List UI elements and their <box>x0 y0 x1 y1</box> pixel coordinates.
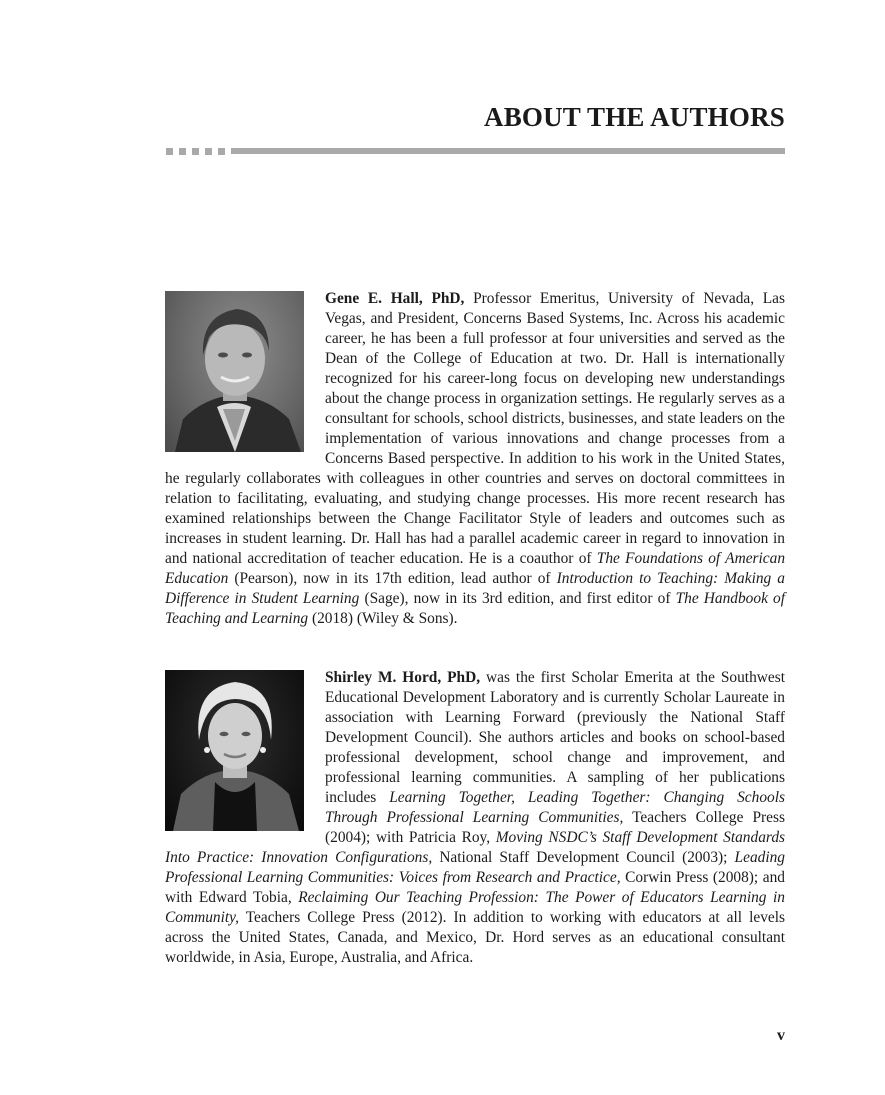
book-title: The Foundations of American Education <box>165 550 786 587</box>
author-photo-hall <box>165 291 304 452</box>
heading-rule-bar <box>231 148 785 154</box>
author-name-hord: Shirley M. Hord, PhD, <box>325 669 481 686</box>
book-title: , Reclaiming Our Teaching Profession: The Power of Educators Learning in Community, <box>165 889 786 926</box>
book-title: The Handbook of Teaching and Learning <box>165 590 786 627</box>
bio-text: Professor Emeritus, University of Nevada, Las Vegas, and President, Concerns Based Systems, Inc. Across his academic career, he has been a full professor at four universities and served as the Dean of the College of Education at two. Dr. Hall is internationally recognized for his career-long focus on developing new understandings about the change process in organization settings. He regularly serves as a consultant for schools, school districts, businesses, and state leaders on the implementation of various innovations and change processes from a Concerns Based perspective. In addition to his work in the United States, he regularly collaborates with colleagues in other countries and serves on doctoral committees in relation to facilitating, evaluating, and studying change processes. His more recent research has examined relationships between the Change Facilitator Style of leaders and outcomes such as increases in student learning. Dr. Hall has had a parallel academic career in regard to innovation in and national accreditation of teacher education. He is a coauthor of <box>165 290 785 567</box>
author-name-hall: Gene E. Hall, PhD, <box>325 290 465 307</box>
author-bio-hall <box>165 289 785 629</box>
book-title: Moving NSDC’s Staff Development Standards Into Practice: Innovation Configurations, <box>165 829 785 866</box>
page-title: ABOUT THE AUTHORS <box>484 102 785 132</box>
bio-text: National Staff Development Council (2003); <box>432 849 735 866</box>
bio-text: (Sage), now in its 3rd edition, and first editor of <box>359 590 676 607</box>
bio-text: was the first Scholar Emerita at the Southwest Educational Development Laboratory and is currently Scholar Laureate in association with Learning Forward (previously the National Staff Development Council). She authors articles and books on school-based professional development, school change and improvement, and professional learning communities. A sampling of her publications includes <box>325 669 785 806</box>
book-title: Introduction to Teaching: Making a Difference in Student Learning <box>165 570 786 607</box>
bio-text: Corwin Press (2008); and with Edward Tobia <box>165 869 785 906</box>
book-title: Learning Together, Leading Together: Changing Schools Through Professional Learning Communities, <box>325 789 785 826</box>
bio-text: Teachers College Press (2004); with Patricia Roy, <box>325 809 785 846</box>
book-title: Leading Professional Learning Communities: Voices from Research and Practice, <box>165 849 785 886</box>
page-number: v <box>777 1027 785 1044</box>
bio-text: Teachers College Press (2012). In addition to working with educators at all levels across the United States, Canada, and Mexico, Dr. Hord serves as an educational consultant worldwide, in Asia, Europe, Australia, and Africa. <box>165 909 785 966</box>
bio-text: (2018) (Wiley & Sons). <box>308 610 458 627</box>
author-photo-hord <box>165 670 304 831</box>
author-bio-hord <box>165 668 785 968</box>
bio-text: (Pearson), now in its 17th edition, lead author of <box>228 570 557 587</box>
